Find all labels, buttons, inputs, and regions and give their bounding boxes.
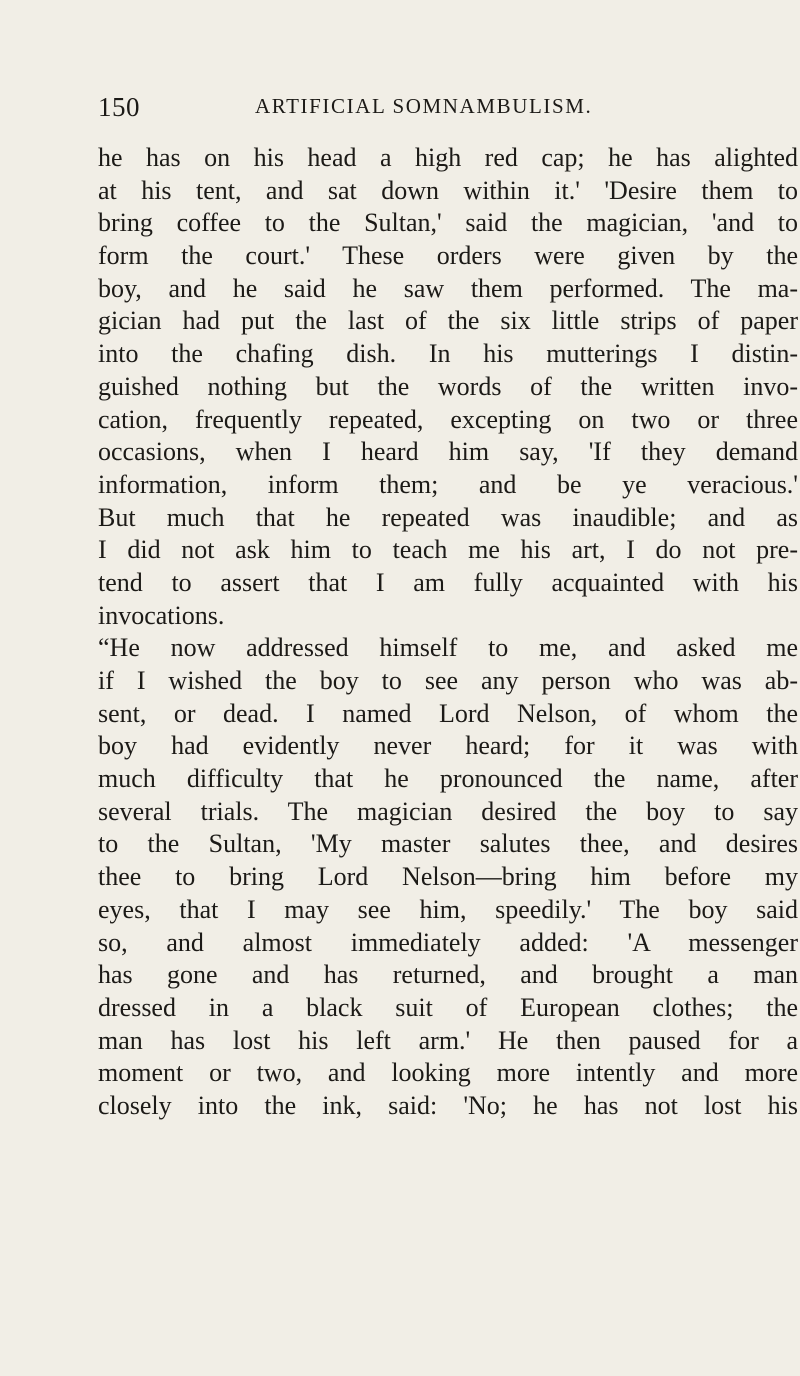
text-line: information, inform them; and be ye veracious.' xyxy=(98,469,798,499)
text-line: into the chafing dish. In his mutterings I distin- xyxy=(98,339,798,369)
text-line: “He now addressed himself to me, and asked me xyxy=(98,633,798,663)
text-line: invocations. xyxy=(98,600,225,630)
text-line: I did not ask him to teach me his art, I do not pre- xyxy=(98,535,798,565)
text-line: sent, or dead. I named Lord Nelson, of whom the xyxy=(98,698,798,728)
text-line: to the Sultan, 'My master salutes thee, and desires xyxy=(98,829,798,859)
text-line: boy had evidently never heard; for it was with xyxy=(98,731,798,761)
text-line: form the court.' These orders were given by the xyxy=(98,241,798,271)
text-line: moment or two, and looking more intently and more xyxy=(98,1058,798,1088)
running-head xyxy=(98,92,798,122)
text-line: cation, frequently repeated, excepting on two or three xyxy=(98,404,798,434)
text-line: gician had put the last of the six little strips of paper xyxy=(98,306,798,336)
text-line: guished nothing but the words of the written invo- xyxy=(98,371,798,401)
text-line: he has on his head a high red cap; he has alighted xyxy=(98,143,798,172)
running-title: ARTIFICIAL SOMNAMBULISM. xyxy=(255,94,593,118)
text-line: so, and almost immediately added: 'A messenger xyxy=(98,927,798,957)
text-line: much difficulty that he pronounced the name, after xyxy=(98,764,798,794)
text-line: several trials. The magician desired the boy to say xyxy=(98,796,798,826)
text-line: boy, and he said he saw them performed. The ma- xyxy=(98,273,798,303)
body-text xyxy=(98,142,798,1123)
text-line: thee to bring Lord Nelson—bring him before my xyxy=(98,862,798,892)
text-line: But much that he repeated was inaudible; and as xyxy=(98,502,798,532)
page-number: 150 xyxy=(98,92,140,122)
text-line: occasions, when I heard him say, 'If they demand xyxy=(98,437,798,467)
text-line: eyes, that I may see him, speedily.' The boy said xyxy=(98,894,798,924)
text-line: man has lost his left arm.' He then paused for a xyxy=(98,1025,798,1055)
text-line: if I wished the boy to see any person who was ab- xyxy=(98,666,798,695)
text-line: bring coffee to the Sultan,' said the magician, 'and to xyxy=(98,208,798,238)
text-line: at his tent, and sat down within it.' 'Desire them to xyxy=(98,175,798,205)
text-line: dressed in a black suit of European clothes; the xyxy=(98,992,798,1022)
text-line: has gone and has returned, and brought a man xyxy=(98,960,798,990)
text-line: tend to assert that I am fully acquainted with his xyxy=(98,567,798,597)
text-line: closely into the ink, said: 'No; he has not lost his xyxy=(98,1090,798,1120)
